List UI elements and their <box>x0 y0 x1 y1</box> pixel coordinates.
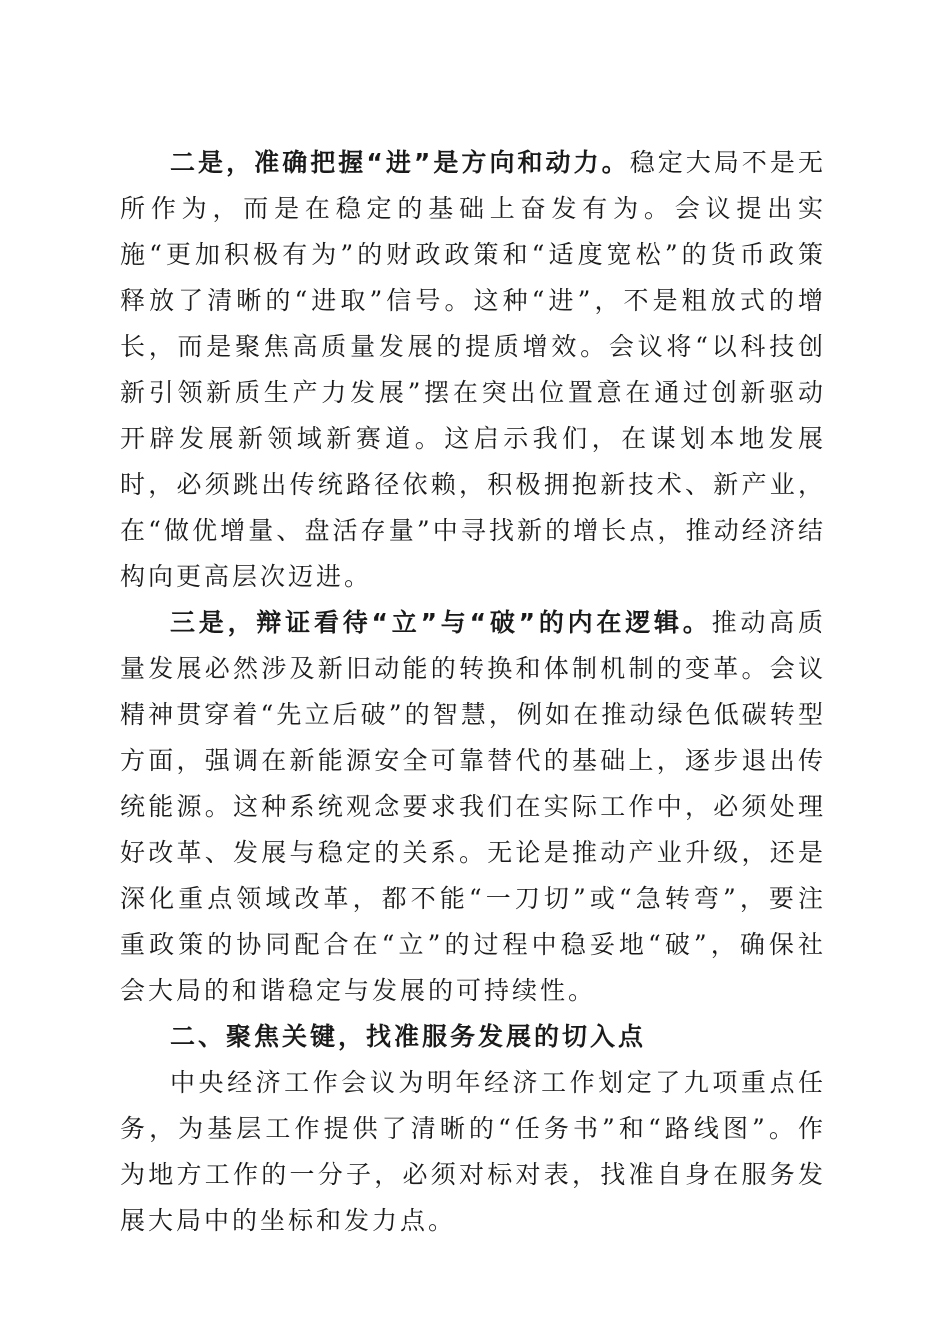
paragraph-section-intro: 中央经济工作会议为明年经济工作划定了九项重点任务，为基层工作提供了清晰的“任务书”和“路线图”。作为地方工作的一分子，必须对标对表，找准自身在服务发展大局中的坐标和发力点。 <box>120 1068 826 1235</box>
paragraph-lead: 二是，准确把握“进”是方向和动力。 <box>170 148 630 177</box>
paragraph-second-point <box>120 140 826 600</box>
paragraph-third-point <box>120 600 826 1014</box>
section-heading: 二、聚焦关键，找准服务发展的切入点 <box>170 1022 647 1051</box>
paragraph-lead: 三是，辩证看待“立”与“破”的内在逻辑。 <box>170 608 712 637</box>
paragraph-text: 稳定大局不是无所作为，而是在稳定的基础上奋发有为。会议提出实施“更加积极有为”的财政政策和“适度宽松”的货币政策释放了清晰的“进取”信号。这种“进”，不是粗放式的增长，而是聚焦高质量发展的提质增效。会议将“以科技创新引领新质生产力发展”摆在突出位置意在通过创新驱动开辟发展新领域新赛道。这启示我们，在谋划本地发展时，必须跳出传统路径依赖，积极拥抱新技术、新产业，在“做优增量、盘活存量”中寻找新的增长点，推动经济结构向更高层次迈进。 <box>120 148 826 591</box>
document-body <box>120 140 826 1244</box>
paragraph-text: 推动高质量发展必然涉及新旧动能的转换和体制机制的变革。会议精神贯穿着“先立后破”的智慧，例如在推动绿色低碳转型方面，强调在新能源安全可靠替代的基础上，逐步退出传统能源。这种系统观念要求我们在实际工作中，必须处理好改革、发展与稳定的关系。无论是推动产业升级，还是深化重点领域改革，都不能“一刀切”或“急转弯”，要注重政策的协同配合在“立”的过程中稳妥地“破”，确保社会大局的和谐稳定与发展的可持续性。 <box>120 608 827 1005</box>
